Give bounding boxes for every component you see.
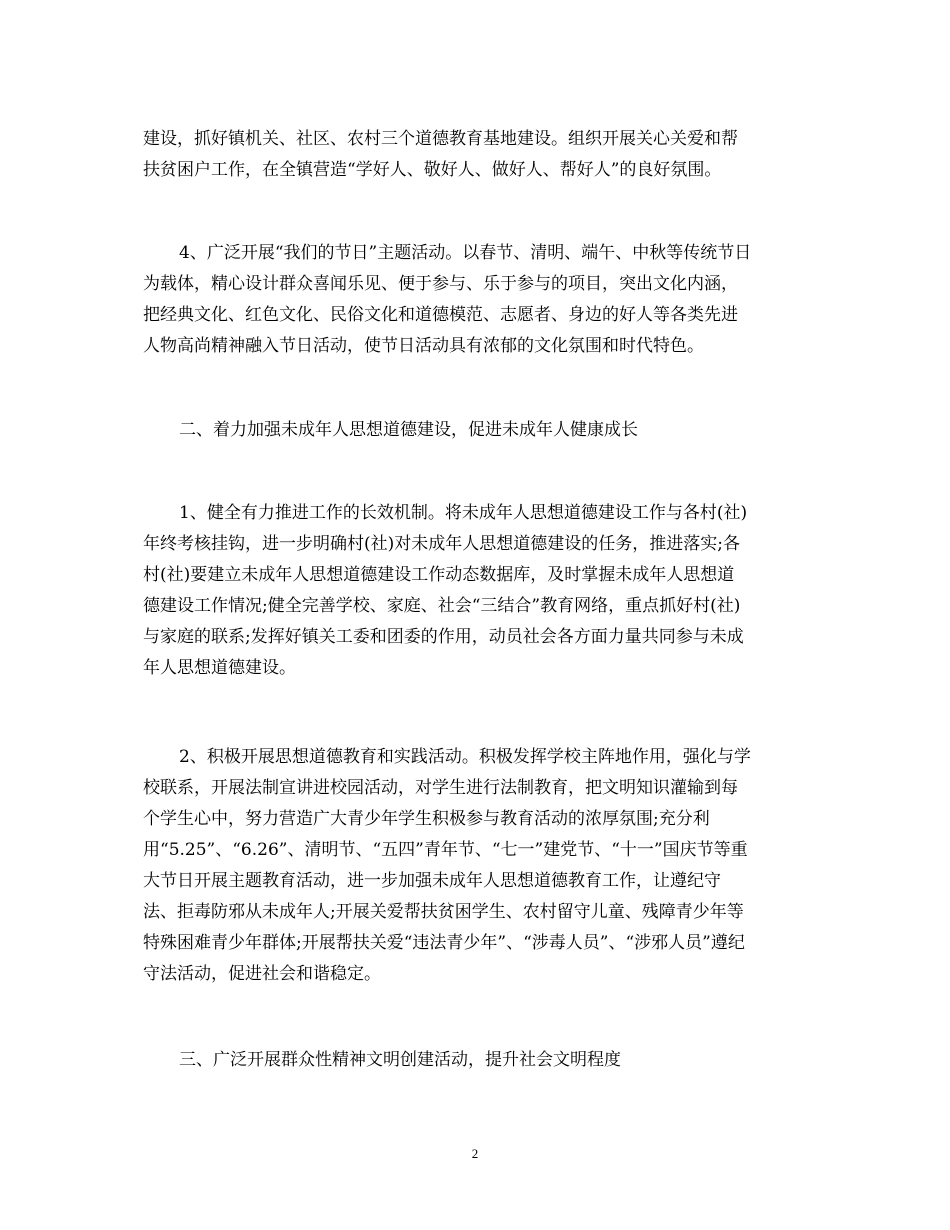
text-line: 把经典文化、红色文化、民俗文化和道德模范、志愿者、身边的好人等各类先进 <box>143 305 738 325</box>
text-line: 村(社)要建立未成年人思想道德建设工作动态数据库，及时掌握未成年人思想道 <box>143 565 735 585</box>
text-line: 1、健全有力推进工作的长效机制。将未成年人思想道德建设工作与各村(社) <box>179 503 748 523</box>
text-line: 法、拒毒防邪从未成年人;开展关爱帮扶贫困学生、农村留守儿童、残障青少年等 <box>143 902 744 922</box>
section-heading-two <box>143 415 808 446</box>
text-line: 建设，抓好镇机关、社区、农村三个道德教育基地建设。组织开展关心关爱和帮 <box>143 129 738 149</box>
text-line: 守法活动，促进社会和谐稳定。 <box>143 964 381 984</box>
text-line: 三、广泛开展群众性精神文明创建活动，提升社会文明程度 <box>179 1050 621 1070</box>
text-line: 年人思想道德建设。 <box>143 658 296 678</box>
text-line: 校联系，开展法制宣讲进校园活动，对学生进行法制教育，把文明知识灌输到每 <box>143 778 738 798</box>
text-line: 与家庭的联系;发挥好镇关工委和团委的作用，动员社会各方面力量共同参与未成 <box>143 627 744 647</box>
text-line: 用“5.25”、“6.26”、清明节、“五四”青年节、“七一”建党节、“十一”国庆节等重 <box>143 840 748 860</box>
text-line: 个学生心中，努力营造广大青少年学生积极参与教育活动的浓厚氛围;充分利 <box>143 809 710 829</box>
paragraph-festival-activities <box>143 238 808 362</box>
paragraph-continuation <box>143 124 808 186</box>
text-line: 人物高尚精神融入节日活动，使节日活动具有浓郁的文化氛围和时代特色。 <box>143 336 704 356</box>
text-line: 扶贫困户工作，在全镇营造“学好人、敬好人、做好人、帮好人”的良好氛围。 <box>143 160 722 180</box>
text-line: 为载体，精心设计群众喜闻乐见、便于参与、乐于参与的项目，突出文化内涵， <box>143 274 738 294</box>
text-line: 年终考核挂钩，进一步明确村(社)对未成年人思想道德建设的任务，推进落实;各 <box>143 534 740 554</box>
paragraph-education-practice <box>143 742 808 990</box>
paragraph-mechanism <box>143 498 808 684</box>
page-number: 2 <box>471 1146 479 1161</box>
text-line: 特殊困难青少年群体;开展帮扶关爱“违法青少年”、“涉毒人员”、“涉邪人员”遵纪 <box>143 933 745 953</box>
text-line: 二、着力加强未成年人思想道德建设，促进未成年人健康成长 <box>179 420 638 440</box>
text-line: 大节日开展主题教育活动，进一步加强未成年人思想道德教育工作，让遵纪守 <box>143 871 721 891</box>
text-line: 2、积极开展思想道德教育和实践活动。积极发挥学校主阵地作用，强化与学 <box>179 747 751 767</box>
text-line: 德建设工作情况;健全完善学校、家庭、社会“三结合”教育网络，重点抓好村(社) <box>143 596 741 616</box>
text-line: 4、广泛开展“我们的节日”主题活动。以春节、清明、端午、中秋等传统节日 <box>179 243 752 263</box>
section-heading-three <box>143 1045 808 1076</box>
